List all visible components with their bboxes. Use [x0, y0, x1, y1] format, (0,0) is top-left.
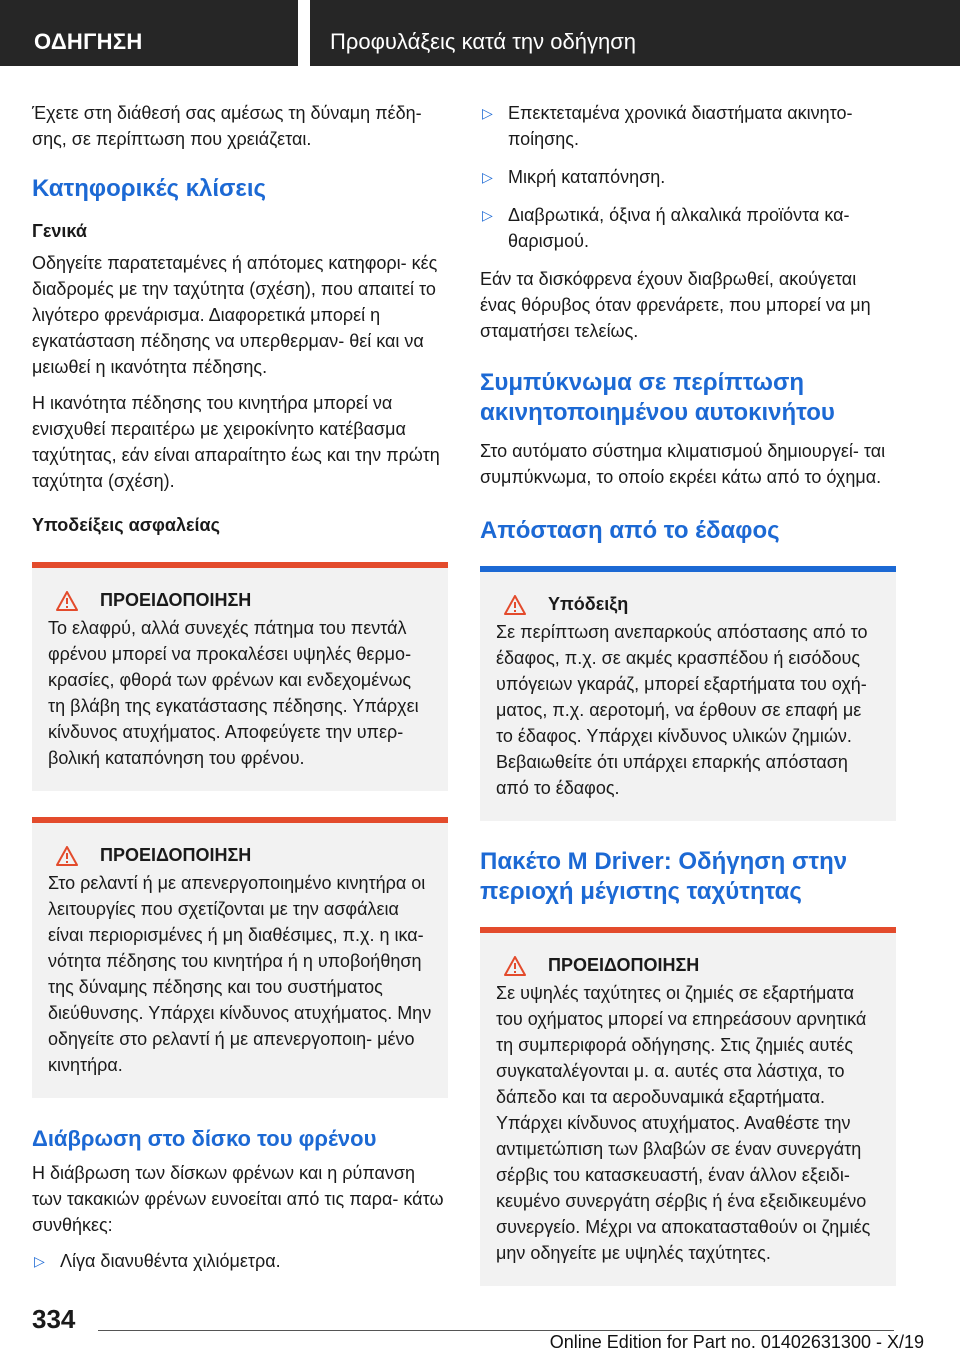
- heading-condensation: Συμπύκνωμα σε περίπτωση ακινητοποιημένου αυτοκινήτου: [480, 369, 835, 426]
- corrosion-list-left: [32, 1248, 448, 1274]
- right-column: [480, 100, 896, 1312]
- heading-safety: Υποδείξεις ασφαλείας: [32, 515, 220, 535]
- bullet-triangle-icon: ▷: [34, 1253, 45, 1269]
- heading-downhill: Κατηφορικές κλίσεις: [32, 175, 266, 202]
- warning-text-1: Το ελαφρύ, αλλά συνεχές πάτημα του πεντάλ φρένου μπορεί να προκαλέσει υψηλές θερμο- κρασίες, φθορά των φρένων και ενδεχομένως τη βλάβη της εγκατάστασης πέδησης. Υπάρχει κίνδυνος ατυχήματος. Αποφεύγετε την υπερ- βολική καταπόνηση του φρένου.: [48, 618, 419, 768]
- warning-title-2: ΠΡΟΕΙΔΟΠΟΙΗΣΗ: [100, 845, 252, 865]
- list-item: ▷ Μικρή καταπόνηση.: [480, 164, 896, 190]
- condensation-paragraph: Στο αυτόματο σύστημα κλιματισμού δημιουργεί- ται συμπύκνωμα, το οποίο εκρέει κάτω από το όχημα.: [480, 441, 886, 487]
- list-item: ▷ Επεκτεταμένα χρονικά διαστήματα ακινητο- ποίησης.: [480, 100, 896, 152]
- warning-box-1: [32, 562, 448, 791]
- warning-title-3: ΠΡΟΕΙΔΟΠΟΙΗΣΗ: [548, 955, 700, 975]
- warning-box-2: [32, 817, 448, 1098]
- list-item: ▷ Λίγα διανυθέντα χιλιόμετρα.: [32, 1248, 448, 1274]
- warning-title-1: ΠΡΟΕΙΔΟΠΟΙΗΣΗ: [100, 590, 252, 610]
- warning-triangle-icon: [504, 956, 526, 976]
- list-item: ▷ Διαβρωτικά, όξινα ή αλκαλικά προϊόντα κα- θαρισμού.: [480, 202, 896, 254]
- bullet-triangle-icon: ▷: [482, 207, 493, 223]
- intro-paragraph: Έχετε στη διάθεσή σας αμέσως τη δύναμη πέδη- σης, σε περίπτωση που χρειάζεται.: [32, 103, 422, 149]
- warning-box-3: [480, 927, 896, 1286]
- corrosion-paragraph-2: Εάν τα δισκόφρενα έχουν διαβρωθεί, ακούγεται ένας θόρυβος όταν φρενάρετε, που μπορεί να μη σταματήσει τελείως.: [480, 269, 871, 341]
- warning-triangle-icon: [56, 846, 78, 866]
- page-header: [0, 0, 960, 66]
- footer-divider: [98, 1330, 894, 1331]
- heading-general: Γενικά: [32, 221, 87, 241]
- section-title: ΟΔΗΓΗΣΗ: [0, 0, 298, 66]
- general-paragraph-2: Η ικανότητα πέδησης του κινητήρα μπορεί να ενισχυθεί περαιτέρω με χειροκίνητο κατέβασμα ταχύτητας, εάν είναι απαραίτητο έως και την πρώτη ταχύτητα (σχέση).: [32, 393, 440, 491]
- heading-corrosion: Διάβρωση στο δίσκο του φρένου: [32, 1126, 377, 1151]
- warning-text-2: Στο ρελαντί ή με απενεργοποιημένο κινητήρα οι λειτουργίες που σχετίζονται με την ασφάλεια είναι περιορισμένες ή μη διαθέσιμες, π.χ. η ικα- νότητα πέδησης του κινητήρα ή η υποβοήθηση της δύναμης πέδησης και του συστήματος διεύθυνσης. Υπάρχει κίνδυνος ατυχήματος. Μην οδηγείτε στο ρελαντί ή με απενεργοποιη- μένο κινητήρα.: [48, 873, 432, 1075]
- note-title: Υπόδειξη: [548, 594, 629, 614]
- heading-mdriver: Πακέτο M Driver: Οδήγηση στην περιοχή μέγιστης ταχύτητας: [480, 848, 848, 905]
- edition-label: Online Edition for Part no. 01402631300 - X/19: [549, 1332, 924, 1352]
- bullet-triangle-icon: ▷: [482, 105, 493, 121]
- warning-triangle-icon: [504, 595, 526, 615]
- bullet-triangle-icon: ▷: [482, 169, 493, 185]
- warning-triangle-icon: [56, 591, 78, 611]
- heading-clearance: Απόσταση από το έδαφος: [480, 517, 780, 544]
- left-column: [32, 100, 448, 1286]
- chapter-title: Προφυλάξεις κατά την οδήγηση: [310, 0, 960, 66]
- warning-text-3: Σε υψηλές ταχύτητες οι ζημιές σε εξαρτήματα του οχήματος μπορεί να επηρεάσουν αρνητικά τη συμπεριφορά οδήγησης. Στις ζημιές αυτές συγκαταλέγονται μ. α. αυτές στα λάστιχα, το δάπεδο και τα αεροδυναμικά εξαρτήματα. Υπάρχει κίνδυνος ατυχήματος. Αναθέστε την αντιμετώπιση των βλαβών σε έναν συνεργάτη σέρβις του κατασκευαστή, έναν άλλον εξειδι- κευμένο συνεργάτη σέρβις ή ένα εξειδικευμένο συνεργείο. Μέχρι να αποκατασταθούν οι ζημιές μην οδηγείτε με υψηλές ταχύτητες.: [496, 983, 871, 1263]
- note-text: Σε περίπτωση ανεπαρκούς απόστασης από το έδαφος, π.χ. σε ακμές κρασπέδου ή εισόδους υπόγειων γκαράζ, μπορεί εξαρτήματα του οχή- ματος, π.χ. αεροτομή, να έρθουν σε επαφή με το έδαφος. Υπάρχει κίνδυνος υλικών ζημιών. Βεβαιωθείτε ότι υπάρχει επαρκής απόσταση από το έδαφος.: [496, 622, 868, 798]
- page-number: 334: [32, 1304, 76, 1334]
- corrosion-list-right: [480, 100, 896, 254]
- page-footer: [0, 1296, 960, 1362]
- corrosion-paragraph: Η διάβρωση των δίσκων φρένων και η ρύπανση των τακακιών φρένων ευνοείται από τις παρα- κάτω συνθήκες:: [32, 1163, 444, 1235]
- general-paragraph-1: Οδηγείτε παρατεταμένες ή απότομες κατηφορι- κές διαδρομές με την ταχύτητα (σχέση), που απαιτεί το λιγότερο φρενάρισμα. Διαφορετικά μπορεί η εγκατάσταση πέδησης να υπερθερμαν- θεί και να μειωθεί η ικανότητα πέδησης.: [32, 253, 438, 377]
- note-box: [480, 566, 896, 821]
